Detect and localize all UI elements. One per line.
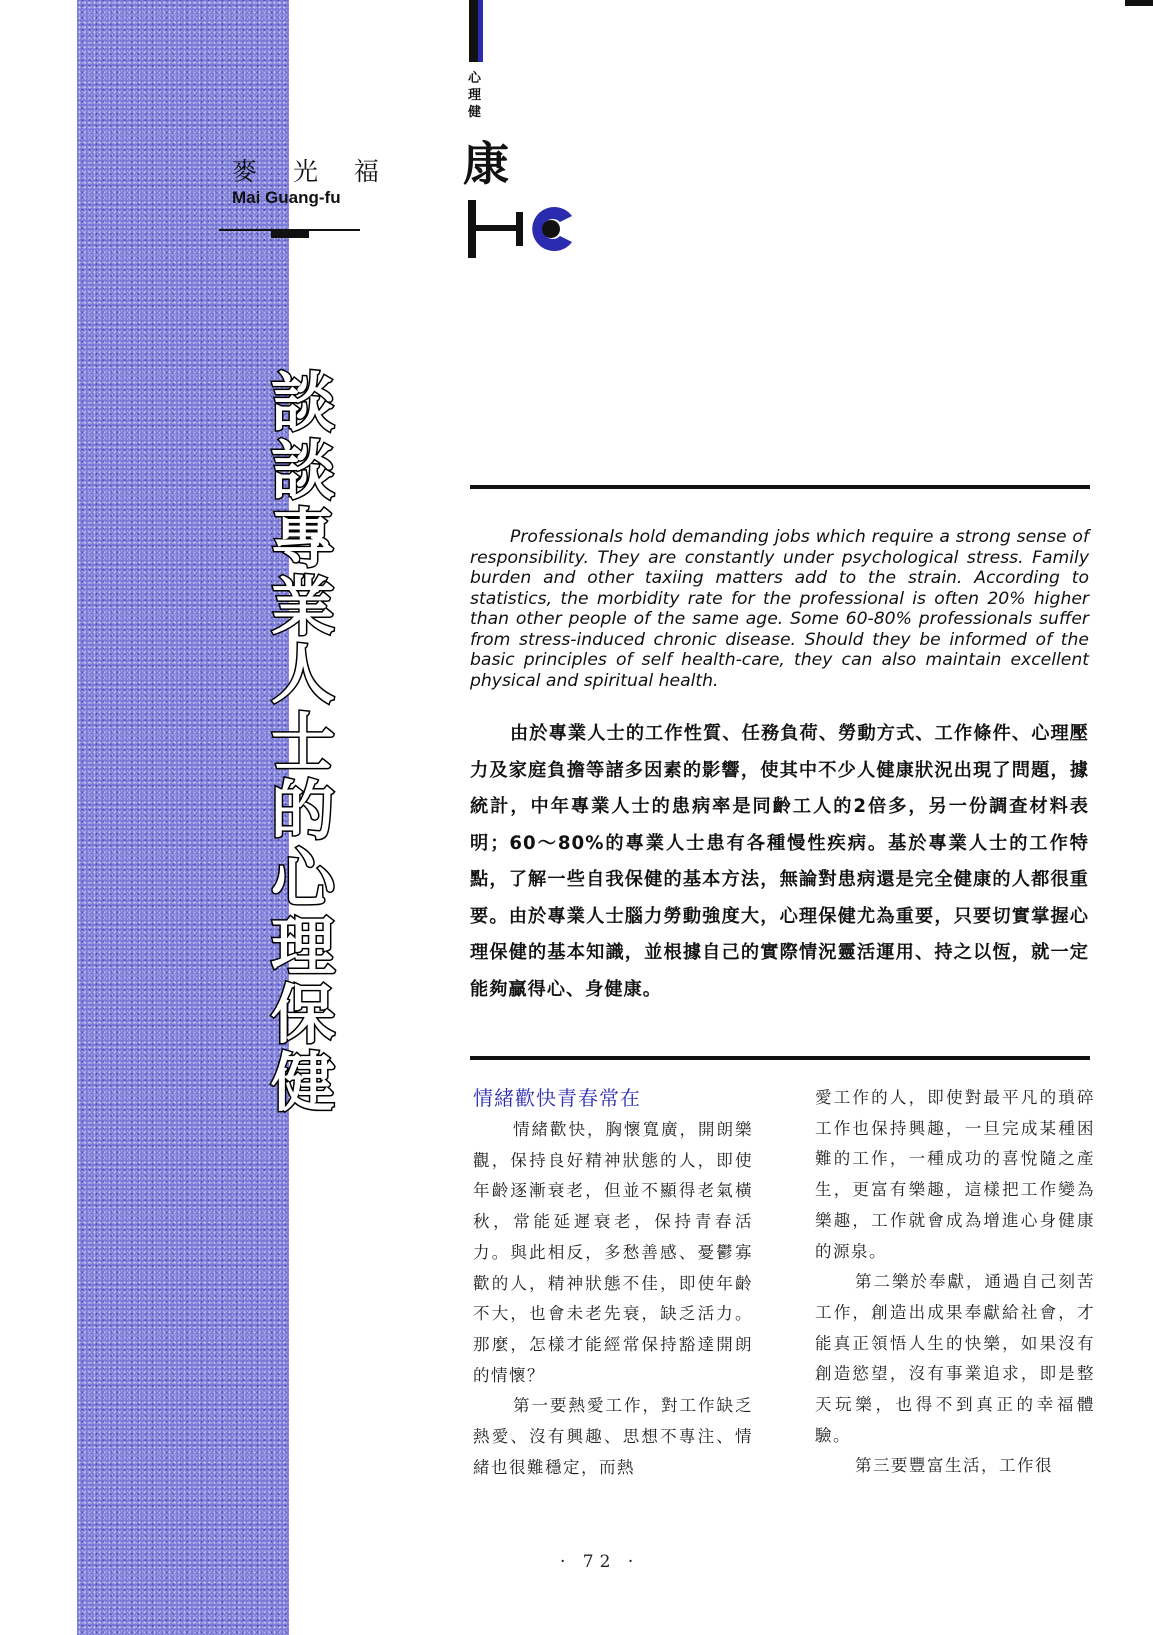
title-char: 人: [271, 639, 335, 713]
chinese-introduction: 由於專業人士的工作性質、任務負荷、勞動方式、工作條件、心理壓力及家庭負擔等諸多因素的影響，使其中不少人健康狀況出現了問題，據統計，中年專業人士的患病率是同齡工人的2倍多，另一份調查材料表明；60〜80%的專業人士患有各種慢性疾病。基於專業人士的工作特點，了解一些自我保健的基本方法，無論對患病還是完全健康的人都很重要。由於專業人士腦力勞動強度大，心理保健尤為重要，只要切實掌握心理保健的基本知識，並根據自己的實際情況靈活運用、持之以恆，就一定能夠贏得心、身健康。: [470, 723, 1089, 1000]
title-char: 的: [271, 775, 335, 849]
section-label-vertical: 心 理 健: [468, 71, 482, 120]
abstract-top-rule: [470, 485, 1090, 489]
section-label-big-char: 康: [463, 137, 509, 191]
title-char: 心: [271, 843, 335, 917]
corner-mark: [1125, 0, 1153, 6]
author-divider-accent: [271, 231, 309, 238]
body-column-right: [815, 1083, 1095, 1482]
body-top-rule: [470, 1056, 1090, 1060]
title-char: 談: [271, 367, 335, 441]
title-char: 保: [271, 979, 335, 1053]
page-number: · 72 ·: [560, 1552, 640, 1572]
body-paragraph: 情緒歡快，胸懷寬廣，開朗樂觀，保持良好精神狀態的人，即使年齡逐漸衰老，但並不顯得老氣橫秋，常能延遲衰老，保持青春活力。與此相反，多愁善感、憂鬱寡歡的人，精神狀態不佳，即使年齡不大，也會未老先衰，缺乏活力。那麼，怎樣才能經常保持豁達開朗的情懷？: [473, 1120, 753, 1385]
body-paragraph: 愛工作的人，即使對最平凡的瑣碎工作也保持興趣，一旦完成某種困難的工作，一種成功的喜悅隨之產生，更富有樂趣，這樣把工作變為樂趣，工作就會成為增進心身健康的源泉。: [815, 1088, 1095, 1261]
author-name-english: Mai Guang-fu: [232, 188, 341, 207]
english-abstract: Professionals hold demanding jobs which require a strong sense of responsibility. They are constantly under psychological stress. Family burden and other taxiing matters add to the strain. According to statistics, the morbidity rate for the professional is often 20% higher than other people of the same age. Some 60-80% professionals suffer from stress-induced chronic disease. Should they be informed of the basic principles of self health-care, they can also maintain excellent physical and spiritual health.: [470, 527, 1089, 691]
title-char: 理: [271, 911, 335, 985]
author-name-chinese: 麥 光 福: [232, 157, 393, 186]
decorative-stipple-band: [77, 0, 289, 1635]
title-char: 專: [271, 503, 335, 577]
title-char: 士: [271, 707, 335, 781]
title-char: 健: [271, 1047, 335, 1121]
title-char: 業: [271, 571, 335, 645]
article-title-vertical: [265, 367, 341, 1121]
body-paragraph: 第一要熱愛工作，對工作缺乏熱愛、沒有興趣、思想不專注、情緒也很難穩定，而熱: [473, 1396, 753, 1477]
body-paragraph: 第三要豐富生活，工作很: [855, 1456, 1053, 1476]
body-paragraph: 第二樂於奉獻，通過自己刻苦工作，創造出成果奉獻給社會，才能真正領悟人生的快樂，如果沒有創造慾望，沒有事業追求，即是整天玩樂，也得不到真正的幸福體驗。: [815, 1272, 1095, 1445]
section-hc-logo-icon: [468, 200, 588, 260]
section-heading: 情緒歡快青春常在: [473, 1086, 641, 1110]
body-column-left: [473, 1083, 753, 1483]
section-logo-bar-accent: [478, 0, 483, 62]
title-char: 談: [271, 435, 335, 509]
section-logo-bar: [469, 0, 478, 62]
